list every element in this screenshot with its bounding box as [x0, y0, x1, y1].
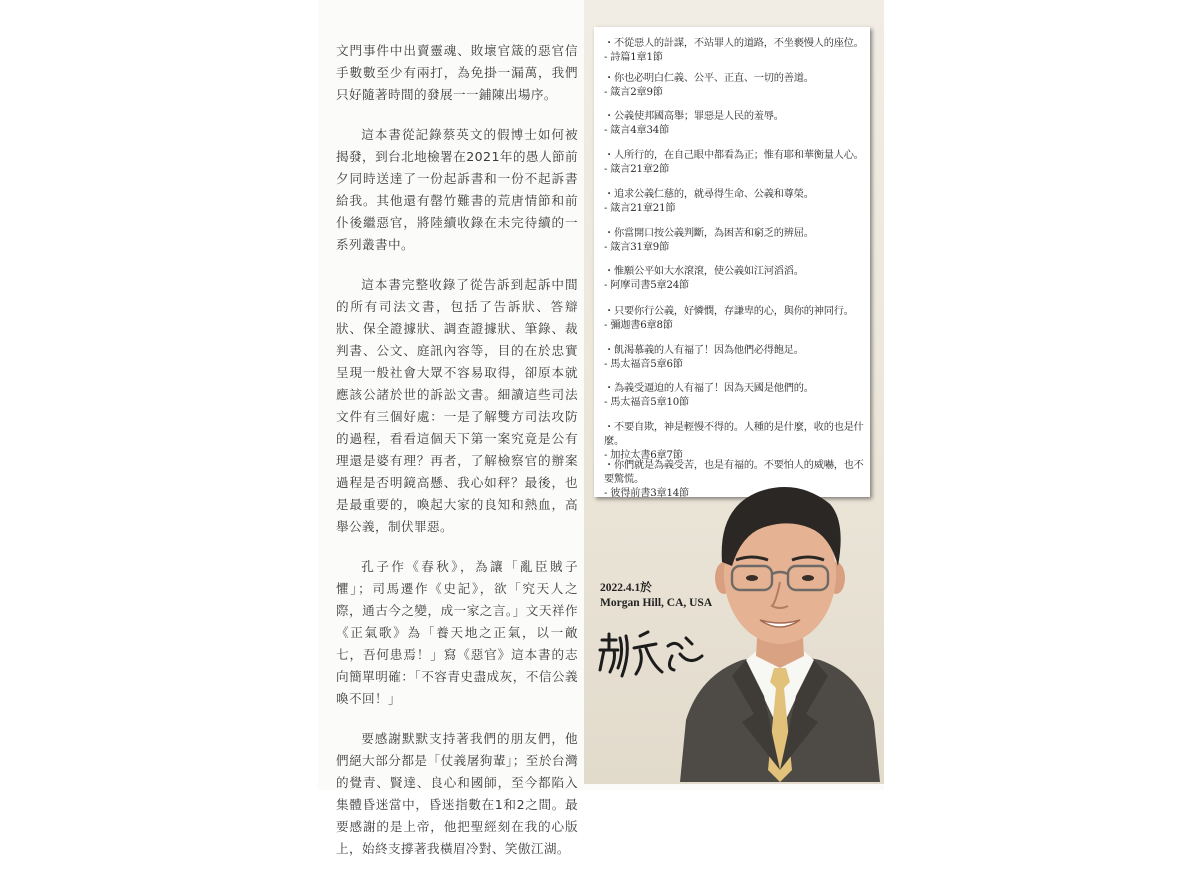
verse-item — [604, 305, 866, 333]
verse-item — [604, 227, 866, 255]
verse-reference: - 馬太福音5章6節 — [604, 359, 683, 370]
verse-reference: - 箴言31章9節 — [604, 242, 670, 253]
verse-item — [604, 382, 866, 410]
verse-text: ・飢渴慕義的人有福了！因為他們必得飽足。 — [604, 345, 804, 356]
verse-reference: - 箴言21章2節 — [604, 164, 670, 175]
verse-reference: - 馬太福音5章10節 — [604, 397, 690, 408]
signature-place: Morgan Hill, CA, USA — [600, 597, 713, 609]
verse-text: ・你們就是為義受苦，也是有福的。不要怕人的威嚇，也不要驚慌。 — [604, 460, 864, 485]
signature-date: 2022.4.1於 — [600, 582, 652, 594]
verse-text: ・不從惡人的計謀，不站罪人的道路，不坐褻慢人的座位。 — [604, 38, 864, 49]
verse-item — [604, 149, 866, 177]
verse-reference: - 彼得前書3章14節 — [604, 488, 690, 499]
preface-paragraph: 這本書完整收錄了從告訴到起訴中間的所有司法文書，包括了告訴狀、答辯狀、保全證據狀、調查證據狀、筆錄、裁判書、公文、庭訊內容等，目的在於忠實呈現一般社會大眾不容易取得，卻原本就應該公諸於世的訴訟文書。細讀這些司法文件有三個好處：一是了解雙方司法攻防的過程，看看這個天下第一案究竟是公有理還是婆有理？再者，了解檢察官的辦案過程是否明鏡高懸、我心如秤？最後，也是最重要的，喚起大家的良知和熱血，高舉公義，制伏罪惡。 — [336, 277, 578, 534]
verse-item — [604, 188, 866, 216]
verse-reference: - 加拉太書6章7節 — [604, 450, 683, 461]
verse-reference: - 箴言4章34節 — [604, 125, 670, 136]
verse-text: ・追求公義仁慈的，就尋得生命、公義和尊榮。 — [604, 189, 814, 200]
preface-text — [336, 40, 578, 878]
verse-text: ・不要自欺，神是輕慢不得的。人種的是什麼，收的也是什麼。 — [604, 422, 864, 447]
verse-reference: - 箴言2章9節 — [604, 87, 663, 98]
preface-paragraph: 要感謝默默支持著我們的朋友們，他們絕大部分都是「仗義屠狗輩」；至於台灣的覺青、賢達、良心和國師，至今都陷入集體昏迷當中，昏迷指數在1和2之間。最要感謝的是上帝，他把聖經刻在我的心版上，始終支撐著我橫眉冷對、笑傲江湖。 — [336, 731, 578, 856]
verse-text: ・人所行的，在自己眼中都看為正；惟有耶和華衡量人心。 — [604, 150, 864, 161]
verse-item — [604, 265, 866, 293]
verse-item — [604, 344, 866, 372]
author-portrait — [680, 470, 880, 782]
preface-paragraph: 這本書從記錄蔡英文的假博士如何被揭發，到台北地檢署在2021年的愚人節前夕同時送達了一份起訴書和一份不起訴書給我。其他還有罄竹難書的荒唐情節和前仆後繼惡官，將陸續收錄在未完待續的一系列叢書中。 — [336, 127, 578, 252]
verse-item — [604, 110, 866, 138]
verse-text: ・只要你行公義，好憐憫，存謙卑的心，與你的神同行。 — [604, 306, 854, 317]
verse-reference: - 詩篇1章1節 — [604, 52, 663, 63]
verse-text: ・公義使邦國高舉；罪惡是人民的羞辱。 — [604, 111, 784, 122]
verse-text: ・你也必明白仁義、公平、正直、一切的善道。 — [604, 73, 814, 84]
preface-paragraph: 孔子作《春秋》，為讓「亂臣賊子懼」；司馬遷作《史記》，欲「究天人之際，通古今之變，成一家之言。」文天祥作《正氣歌》為「養天地之正氣，以一敵七，吾何患焉！」寫《惡官》這本書的志向簡單明確：「不容青史盡成灰，不信公義喚不回！」 — [336, 559, 578, 706]
verse-item — [604, 72, 866, 100]
verse-text: ・你當開口按公義判斷，為困苦和窮乏的辨屈。 — [604, 228, 814, 239]
verse-item — [604, 37, 866, 65]
verse-reference: - 彌迦書6章8節 — [604, 320, 673, 331]
verse-text: ・為義受逼迫的人有福了！因為天國是他們的。 — [604, 383, 814, 394]
verse-reference: - 阿摩司書5章24節 — [604, 280, 690, 291]
bible-verse-box — [594, 27, 870, 497]
verse-item — [604, 421, 866, 463]
preface-paragraph: 文門事件中出賣靈魂、敗壞官箴的惡官信手數數至少有兩打，為免掛一漏萬，我們只好隨著時間的發展一一鋪陳出場序。 — [336, 43, 578, 102]
verse-reference: - 箴言21章21節 — [604, 203, 676, 214]
verse-text: ・惟願公平如大水滾滾，使公義如江河滔滔。 — [604, 266, 804, 277]
